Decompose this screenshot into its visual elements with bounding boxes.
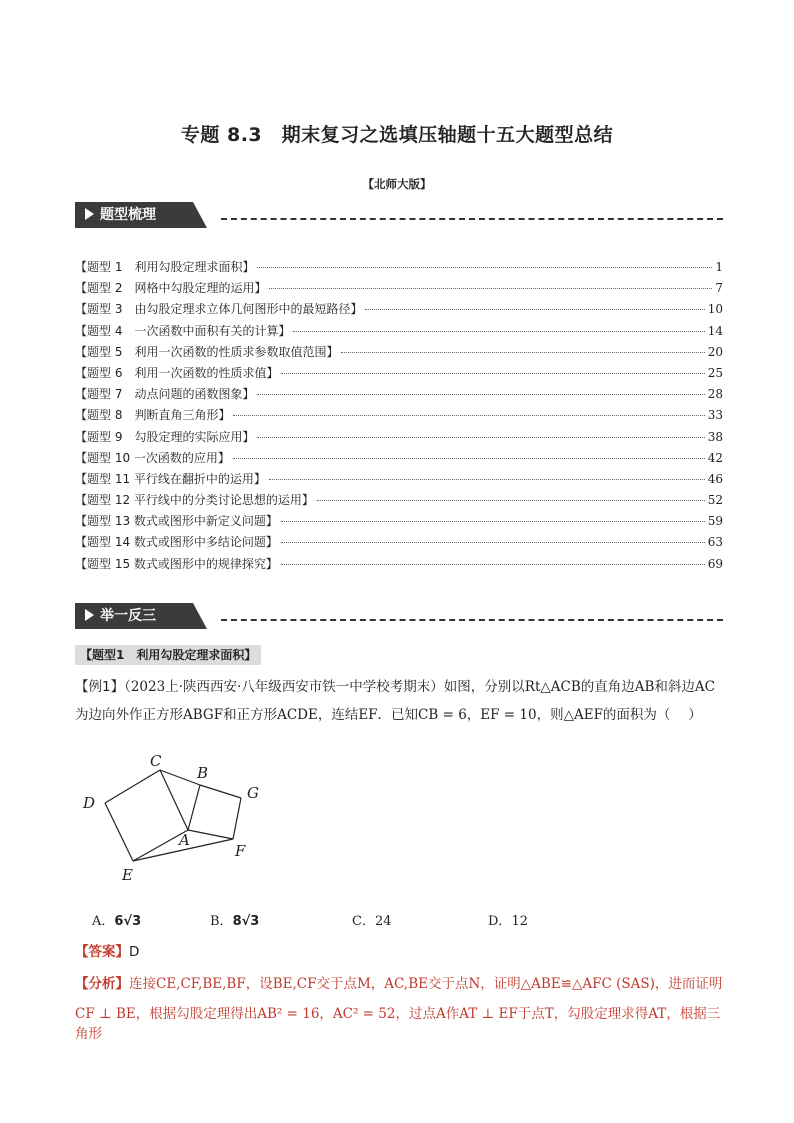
edge-FA <box>188 830 233 839</box>
banner-divider <box>221 218 723 220</box>
toc-leader-dots <box>317 500 705 501</box>
option-d[interactable]: D．12 <box>488 914 528 929</box>
toc-entry-page: 46 <box>707 471 723 486</box>
label-C: C <box>150 752 162 770</box>
toc-entry-page: 69 <box>707 556 723 571</box>
toc-entry-page: 1 <box>715 260 723 274</box>
toc-entry-label: 【题型 5 利用一次函数的性质求参数取值范围】 <box>75 344 339 359</box>
option-c[interactable]: C．24 <box>352 914 392 929</box>
example-text-line1: （2023上·陕西西安·八年级西安市铁一中学校考期末）如图，分别以Rt△ACB的直角边AB和斜边AC <box>124 679 716 695</box>
edge-DE <box>105 803 133 861</box>
toc-banner-label: 题型梳理 <box>85 202 156 228</box>
toc-leader-dots <box>257 437 704 438</box>
examples-banner-label: 举一反三 <box>85 603 156 629</box>
toc-entry-label: 【题型 4 一次函数中面积有关的计算】 <box>75 323 291 338</box>
toc-entry-page: 38 <box>707 429 723 444</box>
toc-entry[interactable] <box>75 533 723 554</box>
label-B: B <box>197 764 209 782</box>
option-b[interactable]: B．8√3 <box>210 914 260 929</box>
toc-leader-dots <box>257 394 704 395</box>
toc-entry-label: 【题型 9 勾股定理的实际应用】 <box>75 429 255 444</box>
option-a[interactable]: A．6√3 <box>92 914 142 929</box>
play-icon <box>85 609 94 621</box>
example-text-line2: 为边向外作正方形ABGF和正方形ACDE，连结EF．已知CB = 6，EF = 10，则△AEF的面积为（ ） <box>75 707 702 723</box>
toc-entry-label: 【题型 2 网格中勾股定理的运用】 <box>75 281 267 296</box>
toc-entry[interactable] <box>75 555 723 576</box>
toc-entry-page: 52 <box>707 493 723 508</box>
examples-banner <box>75 603 723 629</box>
edge-BA <box>188 785 200 830</box>
toc-entry[interactable] <box>75 364 723 385</box>
toc-entry-label: 【题型 12 平行线中的分类讨论思想的运用】 <box>75 493 314 508</box>
analysis-tag: 【分析】 <box>75 976 129 992</box>
toc-entry-page: 10 <box>707 302 723 317</box>
label-F: F <box>235 842 246 860</box>
example-question <box>75 677 725 725</box>
toc-entry-page: 42 <box>707 450 723 465</box>
toc-entry-page: 28 <box>707 387 723 402</box>
toc-leader-dots <box>269 288 712 289</box>
geometry-figure <box>75 748 285 888</box>
edge-CD <box>105 770 160 803</box>
label-A: A <box>179 831 190 849</box>
edition-subtitle: 【北师大版】 <box>362 177 432 191</box>
toc-entry-label: 【题型 7 动点问题的函数图象】 <box>75 387 255 402</box>
edge-BG <box>200 785 241 798</box>
toc-entry[interactable] <box>75 300 723 321</box>
toc-entry-page: 59 <box>707 514 723 529</box>
toc-entry[interactable] <box>75 322 723 343</box>
label-D: D <box>83 794 96 812</box>
toc-leader-dots <box>269 479 705 480</box>
toc-entry[interactable] <box>75 279 723 300</box>
toc-leader-dots <box>281 373 704 374</box>
toc-leader-dots <box>233 458 705 459</box>
toc-entry-label: 【题型 10 一次函数的应用】 <box>75 450 230 465</box>
toc-entry-label: 【题型 1 利用勾股定理求面积】 <box>75 260 255 274</box>
toc-entry[interactable] <box>75 406 723 427</box>
label-G: G <box>247 784 259 802</box>
toc-entry-label: 【题型 14 数式或图形中多结论问题】 <box>75 535 278 550</box>
table-of-contents <box>75 258 723 576</box>
toc-leader-dots <box>281 521 705 522</box>
toc-banner <box>75 202 723 228</box>
question-type-heading: 【题型1 利用勾股定理求面积】 <box>75 645 261 665</box>
toc-entry-label: 【题型 6 利用一次函数的性质求值】 <box>75 365 279 380</box>
edge-GF <box>233 798 241 839</box>
toc-entry-page: 33 <box>707 408 723 423</box>
analysis-text-line1: 连接CE,CF,BE,BF，设BE,CF交于点M，AC,BE交于点N，证明△ABE≌△AFC (SAS)，进而证明 <box>129 976 723 992</box>
toc-entry-page: 63 <box>707 535 723 550</box>
toc-entry[interactable] <box>75 385 723 406</box>
toc-leader-dots <box>281 564 705 565</box>
toc-entry-label: 【题型 8 判断直角三角形】 <box>75 408 231 423</box>
answer-tag: 【答案】 <box>75 944 129 960</box>
toc-entry-page: 20 <box>707 344 723 359</box>
toc-entry[interactable] <box>75 428 723 449</box>
toc-entry[interactable] <box>75 470 723 491</box>
toc-entry-label: 【题型 15 数式或图形中的规律探究】 <box>75 556 278 571</box>
label-E: E <box>122 866 133 884</box>
toc-entry-page: 7 <box>715 281 723 296</box>
banner-divider <box>221 619 723 621</box>
toc-leader-dots <box>281 542 705 543</box>
analysis-block <box>75 974 725 1044</box>
toc-entry-label: 【题型 13 数式或图形中新定义问题】 <box>75 514 278 529</box>
toc-entry-label: 【题型 3 由勾股定理求立体几何图形中的最短路径】 <box>75 302 363 317</box>
toc-leader-dots <box>257 267 712 268</box>
answer-line <box>75 942 725 962</box>
toc-leader-dots <box>341 352 704 353</box>
play-icon <box>85 208 94 220</box>
page-title: 专题 8.3 期末复习之选填压轴题十五大题型总结 <box>180 124 614 146</box>
toc-entry-page: 25 <box>707 365 723 380</box>
toc-entry[interactable] <box>75 512 723 533</box>
toc-leader-dots <box>293 331 704 332</box>
answer-value: D <box>129 944 140 960</box>
toc-entry-page: 14 <box>707 323 723 338</box>
example-tag: 【例1】 <box>75 679 125 695</box>
toc-entry[interactable] <box>75 343 723 364</box>
toc-leader-dots <box>233 415 704 416</box>
toc-entry-label: 【题型 11 平行线在翻折中的运用】 <box>75 471 266 486</box>
toc-entry[interactable] <box>75 449 723 470</box>
toc-leader-dots <box>365 309 704 310</box>
toc-entry[interactable] <box>75 491 723 512</box>
analysis-text-line2: CF ⊥ BE，根据勾股定理得出AB² = 16，AC² = 52，过点A作AT ⊥ EF于点T，勾股定理求得AT，根据三角形 <box>75 1006 721 1042</box>
toc-entry[interactable] <box>75 258 723 279</box>
